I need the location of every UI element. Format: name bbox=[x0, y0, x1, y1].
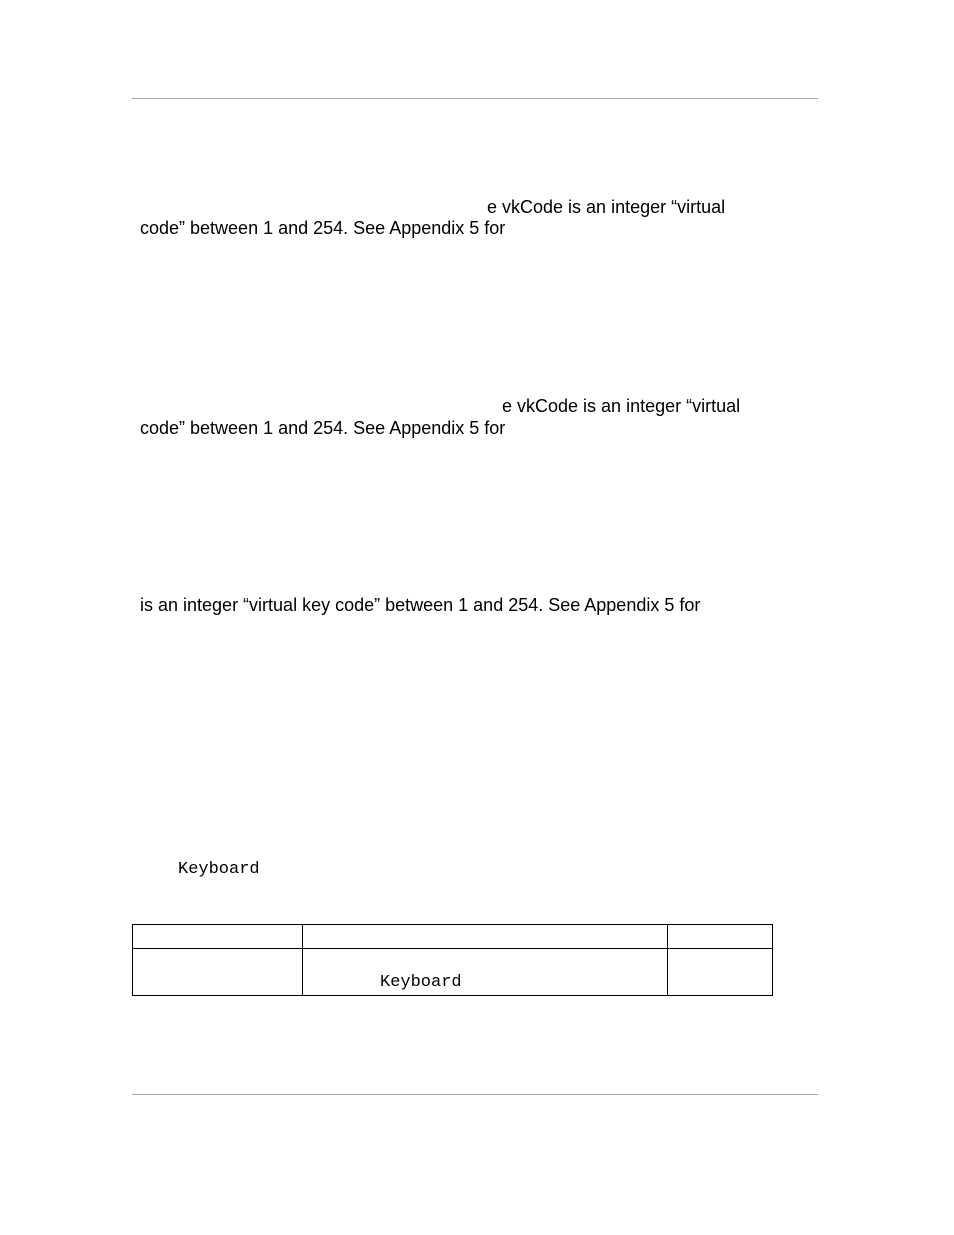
table-cell bbox=[133, 949, 303, 996]
table-cell bbox=[303, 949, 668, 996]
table-cell bbox=[303, 925, 668, 949]
table-cell-keyboard: Keyboard bbox=[380, 973, 462, 992]
table-cell bbox=[668, 949, 773, 996]
table-header-row bbox=[133, 925, 773, 949]
block1-line2: code” between 1 and 254. See Appendix 5 for bbox=[140, 218, 506, 238]
table-cell bbox=[668, 925, 773, 949]
header-rule bbox=[132, 98, 818, 99]
block2-line1: e vkCode is an integer “virtual bbox=[502, 396, 741, 416]
keyboard-code-label: Keyboard bbox=[178, 860, 260, 879]
block2-line2: code” between 1 and 254. See Appendix 5 for bbox=[140, 418, 506, 438]
table-row bbox=[133, 949, 773, 996]
block3-line1: is an integer “virtual key code” between 1 and 254. See Appendix 5 for bbox=[140, 595, 701, 615]
parameter-table bbox=[132, 924, 773, 996]
table-cell bbox=[133, 925, 303, 949]
block1-line1: e vkCode is an integer “virtual bbox=[487, 197, 726, 217]
footer-rule bbox=[132, 1094, 818, 1095]
